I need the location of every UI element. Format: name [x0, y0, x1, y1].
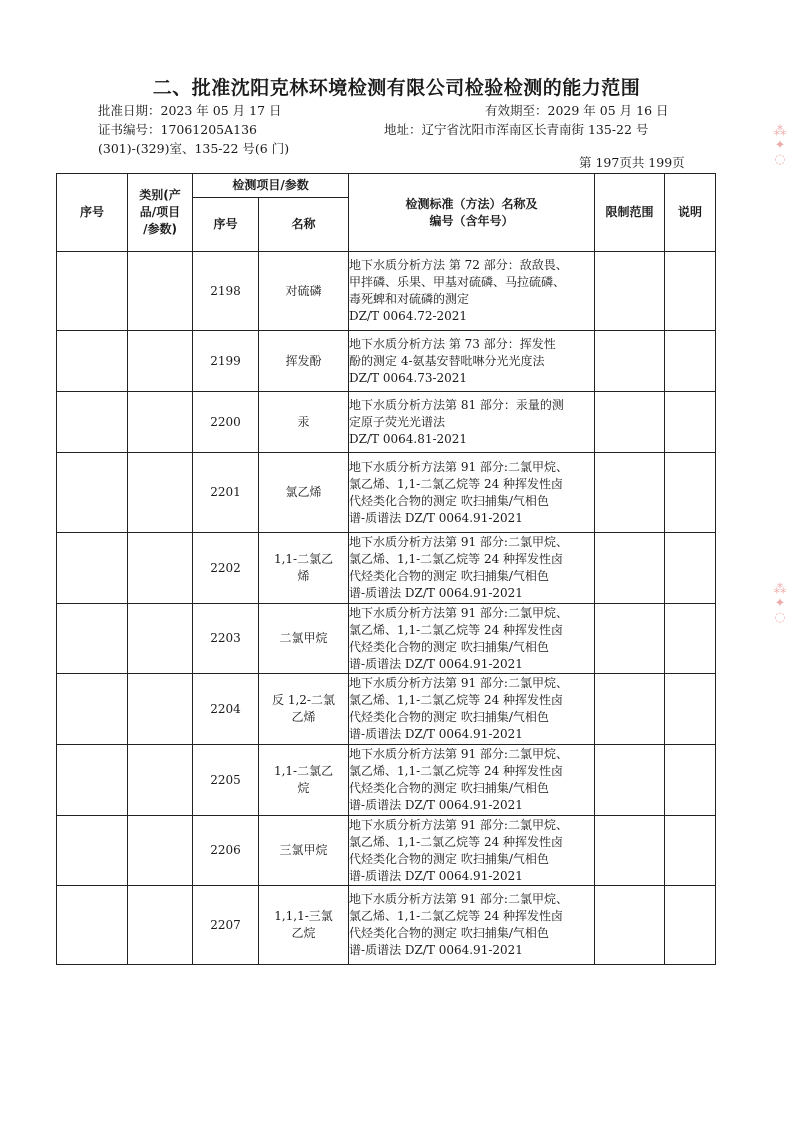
table-row	[57, 745, 716, 816]
item-name-line: 挥发酚	[285, 353, 322, 368]
item-name-line: 1,1,1-三氯	[274, 909, 333, 923]
item-name-line: 烯	[297, 569, 310, 583]
category-cell	[128, 886, 193, 965]
note-cell	[665, 745, 716, 816]
standard-line: DZ/T 0064.72-2021	[349, 309, 468, 323]
seq-cell	[57, 674, 128, 745]
item-name-line: 烷	[297, 781, 310, 795]
standard-line: 谱-质谱法 DZ/T 0064.91-2021	[349, 727, 523, 741]
page-info: 第 197页共 199页	[579, 155, 685, 170]
standard-line: 氯乙烯、1,1-二氯乙烷等 24 种挥发性卤	[349, 552, 564, 566]
table-row	[57, 252, 716, 331]
category-cell	[128, 331, 193, 392]
item-name-line: 二氯甲烷	[279, 631, 328, 645]
standard-line: 氯乙烯、1,1-二氯乙烷等 24 种挥发性卤	[349, 476, 564, 491]
standard-line: 代烃类化合物的测定 吹扫捕集/气相色	[349, 493, 549, 508]
standard-line: 酚的测定 4-氨基安替吡啉分光光度法	[349, 353, 545, 368]
item-name-line: 三氯甲烷	[279, 843, 328, 857]
seq-cell	[57, 604, 128, 674]
seal-fragment-bottom: ⁂ ✦ ◌	[773, 582, 787, 625]
standard-line: 地下水质分析方法第 91 部分:二氯甲烷、	[349, 676, 568, 690]
item-seq-cell: 2206	[193, 816, 259, 886]
standard-cell	[349, 252, 595, 331]
item-seq-cell: 2200	[193, 392, 259, 453]
standard-line: 代烃类化合物的测定 吹扫捕集/气相色	[349, 851, 549, 866]
item-name-cell	[259, 604, 349, 674]
standard-cell	[349, 604, 595, 674]
seq-cell	[57, 331, 128, 392]
note-cell	[665, 252, 716, 331]
category-cell	[128, 453, 193, 533]
note-cell	[665, 604, 716, 674]
standard-line: 地下水质分析方法第 91 部分:二氯甲烷、	[349, 817, 568, 832]
standard-line: 代烃类化合物的测定 吹扫捕集/气相色	[349, 639, 549, 654]
item-name-cell	[259, 392, 349, 453]
seal-fragment-top: ⁂ ✦ ◌	[773, 124, 787, 167]
standard-line: 代烃类化合物的测定 吹扫捕集/气相色	[349, 926, 549, 940]
limit-cell	[595, 745, 665, 816]
item-seq-cell: 2201	[193, 453, 259, 533]
item-seq-cell: 2205	[193, 745, 259, 816]
standard-line: DZ/T 0064.73-2021	[349, 370, 468, 385]
address: 地址：辽宁省沈阳市浑南区长青南街 135-22 号	[384, 122, 649, 137]
header-standard	[349, 174, 595, 252]
item-seq-cell: 2204	[193, 674, 259, 745]
item-name-line: 汞	[297, 414, 310, 429]
item-seq-cell: 2203	[193, 604, 259, 674]
standard-line: 地下水质分析方法 第 72 部分：敌敌畏、	[349, 258, 568, 272]
standard-line: 毒死蜱和对硫磷的测定	[349, 292, 470, 306]
item-name-cell	[259, 745, 349, 816]
standard-line: 谱-质谱法 DZ/T 0064.91-2021	[349, 656, 523, 671]
standard-line: 定原子荧光光谱法	[349, 414, 446, 429]
seq-cell	[57, 252, 128, 331]
standard-cell	[349, 331, 595, 392]
standard-line: DZ/T 0064.81-2021	[349, 431, 468, 446]
standard-line: 甲拌磷、乐果、甲基对硫磷、马拉硫磷、	[349, 275, 566, 289]
item-name-cell	[259, 453, 349, 533]
category-cell	[128, 252, 193, 331]
item-name-line: 对硫磷	[285, 283, 322, 298]
table-row	[57, 604, 716, 674]
note-cell	[665, 816, 716, 886]
header-limit: 限制范围	[595, 174, 665, 252]
approval-date: 批准日期：2023 年 05 月 17 日	[98, 103, 282, 118]
table-row	[57, 533, 716, 604]
category-cell	[128, 604, 193, 674]
standard-line: 地下水质分析方法第 91 部分:二氯甲烷、	[349, 892, 568, 906]
seq-cell	[57, 533, 128, 604]
category-cell	[128, 392, 193, 453]
note-cell	[665, 392, 716, 453]
standard-line: 谱-质谱法 DZ/T 0064.91-2021	[349, 798, 523, 812]
header-standard-line: 检测标准（方法）名称及	[405, 196, 538, 211]
header-category-line: /参数)	[143, 222, 177, 236]
table-row	[57, 392, 716, 453]
category-cell	[128, 816, 193, 886]
standard-cell	[349, 533, 595, 604]
table-row	[57, 886, 716, 965]
seq-cell	[57, 453, 128, 533]
table-row	[57, 674, 716, 745]
limit-cell	[595, 252, 665, 331]
standard-line: 谱-质谱法 DZ/T 0064.91-2021	[349, 586, 523, 600]
standard-line: 代烃类化合物的测定 吹扫捕集/气相色	[349, 781, 549, 795]
category-cell	[128, 745, 193, 816]
item-name-line: 1,1-二氯乙	[273, 552, 334, 566]
seq-cell	[57, 392, 128, 453]
note-cell	[665, 674, 716, 745]
header-item-name: 名称	[259, 198, 349, 252]
item-name-cell	[259, 674, 349, 745]
item-name-cell	[259, 816, 349, 886]
item-name-line: 1,1-二氯乙	[273, 764, 334, 778]
standard-cell	[349, 453, 595, 533]
standard-line: 氯乙烯、1,1-二氯乙烷等 24 种挥发性卤	[349, 834, 564, 849]
certificate-number: 证书编号：17061205A136	[98, 122, 258, 137]
standard-line: 氯乙烯、1,1-二氯乙烷等 24 种挥发性卤	[349, 622, 564, 637]
standard-line: 地下水质分析方法 第 73 部分：挥发性	[349, 336, 556, 351]
valid-until: 有效期至：2029 年 05 月 16 日	[485, 103, 669, 118]
item-seq-cell: 2199	[193, 331, 259, 392]
header-category	[128, 174, 193, 252]
limit-cell	[595, 453, 665, 533]
limit-cell	[595, 392, 665, 453]
standard-cell	[349, 886, 595, 965]
standard-line: 地下水质分析方法第 91 部分:二氯甲烷、	[349, 535, 568, 549]
standard-line: 代烃类化合物的测定 吹扫捕集/气相色	[349, 710, 549, 724]
standard-cell	[349, 816, 595, 886]
note-cell	[665, 453, 716, 533]
category-cell	[128, 533, 193, 604]
standard-line: 地下水质分析方法第 91 部分:二氯甲烷、	[349, 459, 568, 474]
seq-cell	[57, 745, 128, 816]
standard-cell	[349, 674, 595, 745]
standard-cell	[349, 392, 595, 453]
item-name-cell	[259, 331, 349, 392]
header-test-items: 检测项目/参数	[193, 174, 349, 198]
table-body	[57, 252, 716, 965]
category-cell	[128, 674, 193, 745]
limit-cell	[595, 604, 665, 674]
standard-line: 谱-质谱法 DZ/T 0064.91-2021	[349, 943, 523, 957]
standard-line: 谱-质谱法 DZ/T 0064.91-2021	[349, 868, 523, 883]
item-name-line: 反 1,2-二氯	[272, 693, 335, 707]
standard-line: 地下水质分析方法第 81 部分：汞量的测	[349, 397, 564, 412]
limit-cell	[595, 331, 665, 392]
limit-cell	[595, 886, 665, 965]
header-note: 说明	[665, 174, 716, 252]
limit-cell	[595, 533, 665, 604]
table-row	[57, 453, 716, 533]
item-name-cell	[259, 252, 349, 331]
standard-line: 地下水质分析方法第 91 部分:二氯甲烷、	[349, 605, 568, 620]
standard-line: 氯乙烯、1,1-二氯乙烷等 24 种挥发性卤	[349, 909, 564, 923]
note-cell	[665, 886, 716, 965]
item-name-cell	[259, 533, 349, 604]
capability-scope-table	[56, 173, 716, 965]
address-continued: (301)-(329)室、135-22 号(6 门)	[98, 141, 290, 156]
item-name-cell	[259, 886, 349, 965]
table-row	[57, 331, 716, 392]
standard-line: 氯乙烯、1,1-二氯乙烷等 24 种挥发性卤	[349, 693, 564, 707]
item-seq-cell: 2202	[193, 533, 259, 604]
header-seq: 序号	[57, 174, 128, 252]
limit-cell	[595, 674, 665, 745]
item-name-line: 乙烯	[291, 710, 316, 724]
standard-line: 谱-质谱法 DZ/T 0064.91-2021	[349, 510, 523, 525]
limit-cell	[595, 816, 665, 886]
note-cell	[665, 533, 716, 604]
header-item-seq: 序号	[193, 198, 259, 252]
table-row	[57, 816, 716, 886]
standard-cell	[349, 745, 595, 816]
item-seq-cell: 2198	[193, 252, 259, 331]
header-standard-line: 编号（含年号）	[429, 213, 514, 228]
seq-cell	[57, 886, 128, 965]
item-name-line: 乙烷	[291, 926, 316, 940]
page-title: 二、批准沈阳克林环境检测有限公司检验检测的能力范围	[152, 77, 641, 99]
standard-line: 氯乙烯、1,1-二氯乙烷等 24 种挥发性卤	[349, 764, 564, 778]
item-name-line: 氯乙烯	[285, 485, 322, 499]
standard-line: 地下水质分析方法第 91 部分:二氯甲烷、	[349, 747, 568, 761]
note-cell	[665, 331, 716, 392]
seq-cell	[57, 816, 128, 886]
item-seq-cell: 2207	[193, 886, 259, 965]
standard-line: 代烃类化合物的测定 吹扫捕集/气相色	[349, 569, 549, 583]
header-category-line: 类别(产	[139, 188, 181, 202]
header-category-line: 品/项目	[139, 205, 181, 219]
